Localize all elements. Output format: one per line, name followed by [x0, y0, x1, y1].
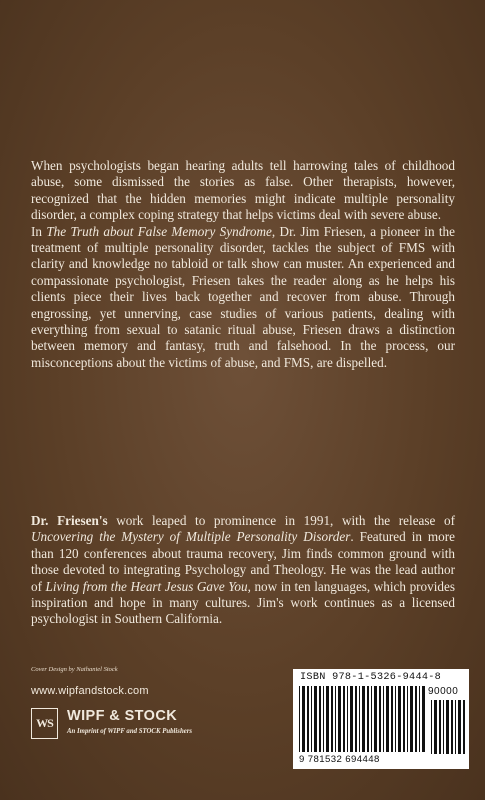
barcode-bar [299, 686, 300, 752]
barcode-bar [302, 686, 305, 752]
back-cover-blurb [31, 158, 455, 371]
barcode-bar [314, 686, 317, 752]
price-code: 90000 [428, 686, 459, 697]
barcode-bar [335, 686, 336, 752]
barcode-bar [362, 686, 365, 752]
blurb-paragraph-2 [31, 224, 455, 372]
isbn-label: ISBN 978-1-5326-9444-8 [300, 672, 442, 683]
barcode-bar [458, 700, 461, 754]
barcode-bar [443, 700, 444, 754]
barcode-bar [359, 686, 360, 752]
barcode-digits: 9 781532 694448 [299, 754, 380, 765]
barcode-bar [410, 686, 413, 752]
barcode-bar [379, 686, 381, 752]
barcode-bar [326, 686, 329, 752]
cover-design-credit: Cover Design by Nathaniel Stock [31, 666, 118, 673]
barcode-bar [383, 686, 384, 752]
barcode-bar [395, 686, 396, 752]
publisher-name: WIPF & STOCK [67, 708, 178, 724]
price-addon-bars [431, 700, 467, 756]
publisher-logo [31, 708, 271, 740]
barcode-bar [367, 686, 369, 752]
isbn-barcode [293, 669, 469, 769]
publisher-logo-mark: WS [31, 708, 58, 739]
book-title: The Truth about False Memory Syndrome [46, 223, 272, 239]
barcode-bar [398, 686, 401, 752]
barcode-bar [371, 686, 372, 752]
barcode-bar [331, 686, 333, 752]
bio-text-2: . Featured in more than 120 conferences about trauma recovery, Jim finds common ground with those devoted to integrating Psychology and Theology. He was the lead author of [31, 529, 455, 594]
author-bio [31, 513, 455, 628]
barcode-bar [347, 686, 348, 752]
publisher-tagline: An Imprint of WIPF and STOCK Publishers [67, 728, 193, 735]
barcode-bar [343, 686, 345, 752]
blurb-paragraph-1: When psychologists began hearing adults tell harrowing tales of childhood abuse, some dismissed the stories as false. Other therapists, however, recognized that the hidden memories might indicate multiple personality disorder, a complex coping strategy that helps victims deal with severe abuse. [31, 158, 455, 223]
barcode-bar [415, 686, 417, 752]
barcode-bar [311, 686, 312, 752]
barcode-bar [446, 700, 449, 754]
bio-text-3: , now in ten languages, which provides inspiration and hope in many cultures. Jim's work continues as a licensed psychologist in Southern California. [31, 578, 455, 627]
author-bio-paragraph [31, 513, 455, 628]
author-name: Dr. Friesen's [31, 513, 108, 528]
barcode-bar [307, 686, 309, 752]
bio-text-1: work leaped to prominence in 1991, with the release of [107, 513, 455, 528]
barcode-bar [422, 686, 425, 752]
publisher-url: www.wipfandstock.com [31, 685, 149, 697]
barcode-bar [451, 700, 453, 754]
blurb-intro: In [31, 223, 47, 239]
barcode-bar [391, 686, 393, 752]
barcode-bar [407, 686, 408, 752]
barcode-bar [374, 686, 377, 752]
previous-book-1: Uncovering the Mystery of Multiple Personality Disorder [31, 529, 351, 545]
barcode-bar [431, 700, 432, 754]
barcode-bar [434, 700, 437, 754]
barcode-bar [386, 686, 389, 752]
barcode-bar [403, 686, 405, 752]
barcode-bar [455, 700, 456, 754]
barcode-bar [323, 686, 324, 752]
barcode-bar [338, 686, 341, 752]
barcode-bar [355, 686, 357, 752]
ean-barcode-bars [299, 686, 425, 756]
barcode-bar [319, 686, 321, 752]
barcode-bar [463, 700, 465, 754]
barcode-bar [439, 700, 441, 754]
barcode-bar [419, 686, 420, 752]
barcode-bar [350, 686, 353, 752]
previous-book-2: Living from the Heart Jesus Gave You [45, 578, 248, 594]
blurb-body: , Dr. Jim Friesen, a pioneer in the treatment of multiple personality disorder, tackles the subject of FMS with clarity and knowledge no tabloid or talk show can muster. An experienced and compassionate psychologist, Friesen takes the reader along as he helps his clients piece their lives back together and recover from abuse. Through engrossing, yet unnerving, case studies of various patients, dealing with everything from sexual to satanic ritual abuse, Friesen draws a distinction between memory and fantasy, truth and falsehood. In the process, our misconceptions about the victims of abuse, and FMS, are dispelled. [31, 223, 455, 370]
